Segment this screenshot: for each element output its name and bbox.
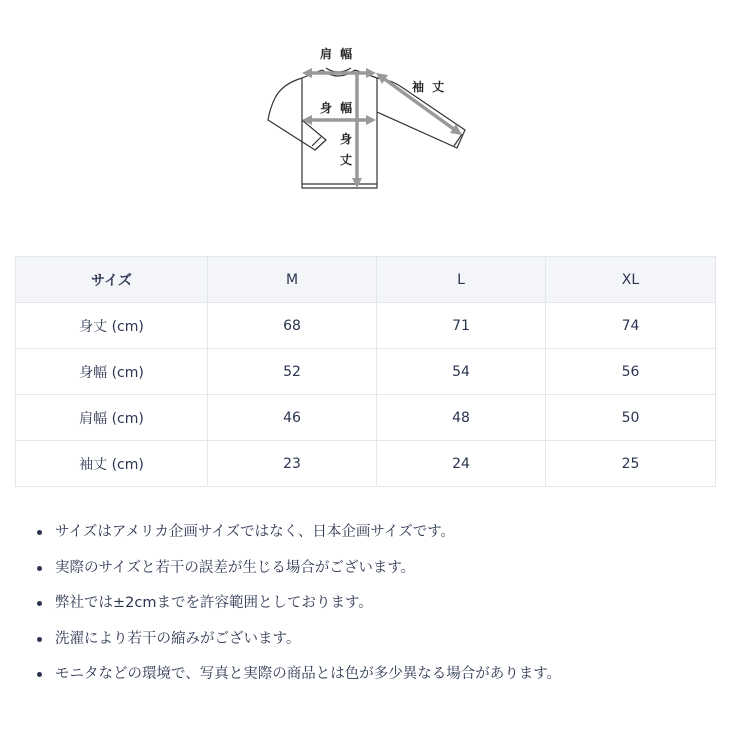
header-m: M (208, 257, 377, 303)
list-item (37, 625, 561, 661)
bullet-icon (37, 601, 42, 606)
row-label: 肩幅 (cm) (16, 395, 208, 441)
size-diagram (0, 0, 730, 230)
note-text: 洗濯により若干の縮みがございます。 (55, 630, 301, 647)
note-text: 実際のサイズと若干の誤差が生じる場合がございます。 (55, 559, 416, 576)
notes-list (37, 518, 561, 696)
cell-value: 25 (546, 441, 716, 487)
cell-value: 56 (546, 349, 716, 395)
list-item (37, 660, 561, 696)
cell-value: 50 (546, 395, 716, 441)
sleeve-length-label: 袖 丈 (412, 80, 447, 94)
cell-value: 24 (377, 441, 546, 487)
body-length-label-top: 身 (340, 132, 355, 146)
body-length-label-bottom: 丈 (340, 153, 355, 167)
note-text: 弊社では±2cmまでを許容範囲としております。 (55, 595, 373, 611)
list-item (37, 554, 561, 590)
left-sleeve-outline (268, 78, 326, 150)
body-width-label: 身 幅 (320, 101, 355, 115)
cell-value: 52 (208, 349, 377, 395)
list-item (37, 518, 561, 554)
bullet-icon (37, 637, 42, 642)
bullet-icon (37, 530, 42, 535)
table-row (16, 441, 716, 487)
note-text: モニタなどの環境で、写真と実際の商品とは色が多少異なる場合があります。 (55, 666, 562, 682)
cell-value: 48 (377, 395, 546, 441)
header-xl: XL (546, 257, 716, 303)
table-header-row (16, 257, 716, 303)
shirt-illustration (0, 0, 730, 230)
bullet-icon (37, 672, 42, 677)
note-text: サイズはアメリカ企画サイズではなく、日本企画サイズです。 (55, 524, 456, 540)
cell-value: 46 (208, 395, 377, 441)
cell-value: 68 (208, 303, 377, 349)
cell-value: 23 (208, 441, 377, 487)
cell-value: 71 (377, 303, 546, 349)
list-item (37, 589, 561, 625)
table-row (16, 349, 716, 395)
bullet-icon (37, 566, 42, 571)
row-label: 袖丈 (cm) (16, 441, 208, 487)
row-label: 身丈 (cm) (16, 303, 208, 349)
table-row (16, 303, 716, 349)
cell-value: 74 (546, 303, 716, 349)
shoulder-width-label: 肩 幅 (320, 47, 355, 61)
size-table (15, 256, 716, 487)
cell-value: 54 (377, 349, 546, 395)
header-size: サイズ (16, 257, 208, 303)
row-label: 身幅 (cm) (16, 349, 208, 395)
table-row (16, 395, 716, 441)
header-l: L (377, 257, 546, 303)
